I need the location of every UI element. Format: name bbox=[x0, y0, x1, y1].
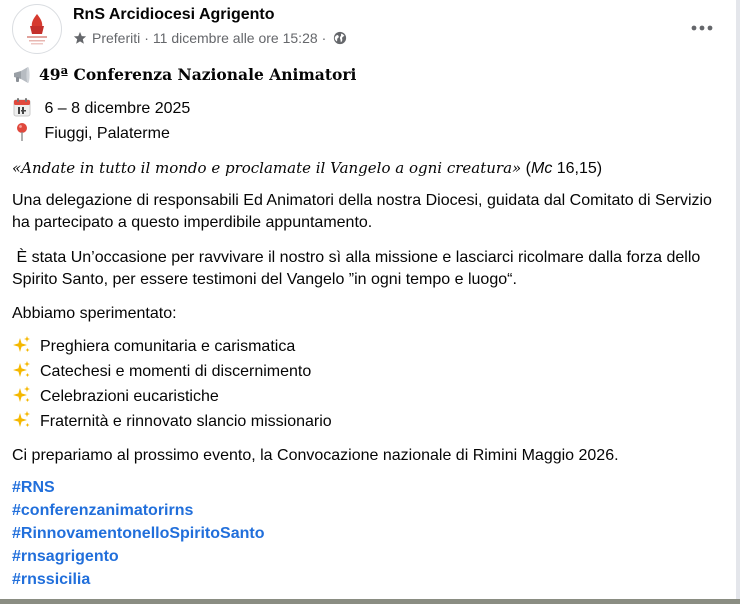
avatar[interactable] bbox=[12, 4, 62, 54]
list-item-text: Celebrazioni eucaristiche bbox=[40, 388, 219, 405]
megaphone-icon bbox=[12, 65, 32, 85]
sparkles-icon bbox=[12, 335, 32, 355]
globe-icon[interactable] bbox=[333, 31, 347, 45]
hashtag-link[interactable]: #RNS bbox=[12, 479, 55, 496]
post-right-border bbox=[736, 0, 740, 604]
event-date-line bbox=[12, 97, 728, 120]
quote-ref-prefix: ( bbox=[521, 160, 531, 177]
quote-ref-book: Mc bbox=[530, 160, 553, 177]
list-item bbox=[12, 385, 728, 408]
scripture-quote bbox=[12, 157, 728, 180]
calendar-icon bbox=[12, 97, 32, 117]
hashtag-link[interactable]: #rnsagrigento bbox=[12, 548, 119, 565]
logo-icon bbox=[13, 5, 61, 53]
closing-paragraph: Ci prepariamo al prossimo evento, la Convocazione nazionale di Rimini Maggio 2026. bbox=[12, 447, 619, 464]
list-item bbox=[12, 335, 728, 358]
page-name-link[interactable]: RnS Arcidiocesi Agrigento bbox=[73, 6, 275, 23]
sparkles-icon bbox=[12, 385, 32, 405]
paragraph-occasion: È stata Un’occasione per ravvivare il nostro sì alla missione e lasciarci ricolmare dalla forza dello Spirito Santo, per essere testimoni del Vangelo ”in ogni tempo e luogo“. bbox=[12, 249, 705, 288]
favorites-label[interactable]: Preferiti bbox=[92, 30, 141, 46]
sparkles-icon bbox=[12, 410, 32, 430]
post-timestamp[interactable]: 11 dicembre alle ore 15:28 bbox=[152, 30, 318, 46]
hashtag-link[interactable]: #rnssicilia bbox=[12, 571, 91, 588]
round-pushpin-icon bbox=[12, 122, 32, 142]
event-date: 6 – 8 dicembre 2025 bbox=[44, 100, 191, 117]
post-title-line bbox=[12, 64, 728, 86]
experience-list bbox=[12, 335, 728, 433]
list-item bbox=[12, 410, 728, 433]
post-content bbox=[12, 64, 728, 591]
list-item-text: Fraternità e rinnovato slancio missionario bbox=[40, 413, 332, 430]
list-item bbox=[12, 360, 728, 383]
event-place: Fiuggi, Palaterme bbox=[44, 125, 170, 142]
paragraph-delegation: Una delegazione di responsabili Ed Animatori della nostra Diocesi, guidata dal Comitato di Servizio ha partecipato a questo imperdibile appuntamento. bbox=[12, 192, 712, 231]
list-item-text: Catechesi e momenti di discernimento bbox=[40, 363, 312, 380]
star-icon bbox=[73, 31, 87, 45]
list-item-text: Preghiera comunitaria e carismatica bbox=[40, 338, 296, 355]
post-header bbox=[12, 4, 722, 56]
list-intro: Abbiamo sperimentato: bbox=[12, 305, 177, 322]
quote-ref-rest: 16,15) bbox=[552, 160, 603, 177]
more-icon bbox=[691, 25, 713, 31]
post-bottom-edge bbox=[0, 599, 740, 604]
event-place-line bbox=[12, 122, 728, 145]
hashtag-list bbox=[12, 476, 728, 591]
post-title: 49ª Conferenza Nazionale Animatori bbox=[39, 65, 357, 84]
quote-text: «Andate in tutto il mondo e proclamate il Vangelo a ogni creatura» bbox=[12, 159, 522, 177]
hashtag-link[interactable]: #conferenzanimatorirns bbox=[12, 502, 194, 519]
sparkles-icon bbox=[12, 360, 32, 380]
meta-separator: · bbox=[144, 30, 149, 46]
hashtag-link[interactable]: #RinnovamentonelloSpiritoSanto bbox=[12, 525, 265, 542]
meta-separator: · bbox=[321, 30, 327, 46]
post-meta bbox=[73, 30, 347, 46]
more-options-button[interactable] bbox=[684, 10, 720, 46]
